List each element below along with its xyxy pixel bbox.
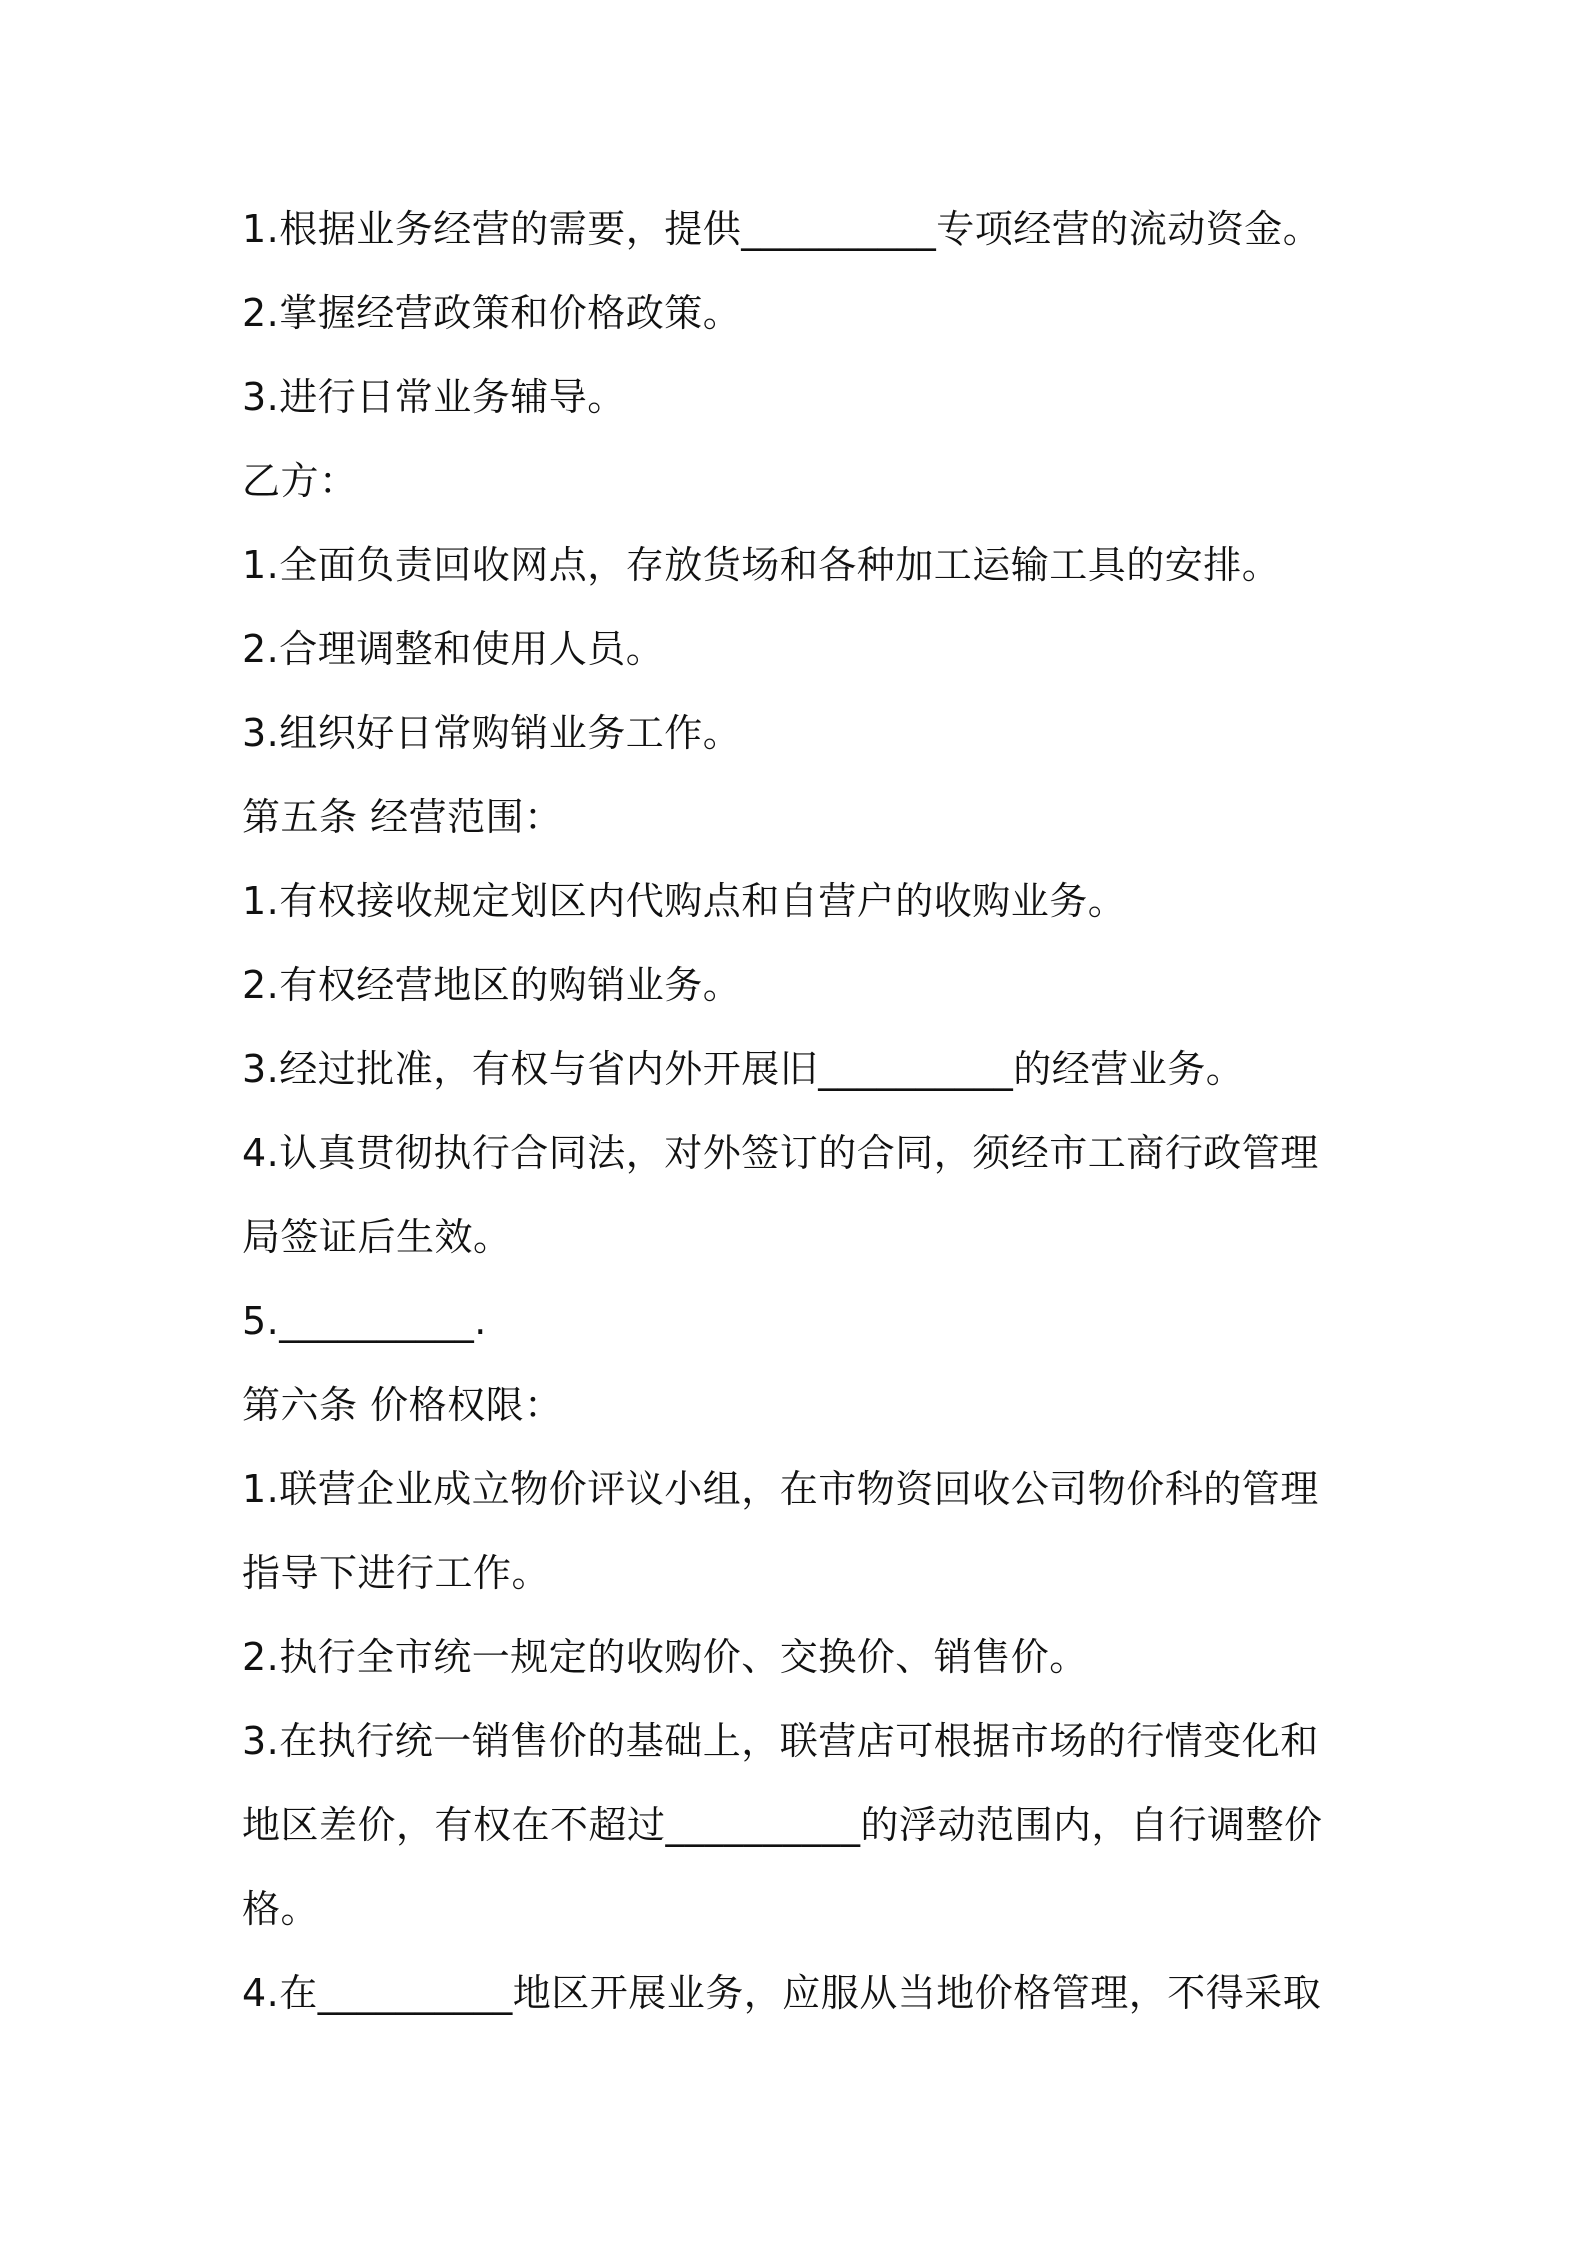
text-line: 5.__________. [242,1299,487,1343]
text-line: 4.认真贯彻执行合同法，对外签订的合同，须经市工商行政管理 [242,1131,1319,1175]
text-line: 1.联营企业成立物价评议小组，在市物资回收公司物价科的管理 [242,1467,1319,1511]
section-heading: 第六条 价格权限： [242,1383,563,1427]
section-heading: 乙方： [242,459,358,503]
text-line: 3.在执行统一销售价的基础上，联营店可根据市场的行情变化和 [242,1719,1319,1763]
text-line: 1.全面负责回收网点，存放货场和各种加工运输工具的安排。 [242,543,1281,587]
text-line: 2.执行全市统一规定的收购价、交换价、销售价。 [242,1635,1088,1679]
text-line: 局签证后生效。 [242,1215,512,1259]
text-line: 指导下进行工作。 [242,1551,551,1595]
text-line: 2.掌握经营政策和价格政策。 [242,291,742,335]
text-line: 4.在__________地区开展业务，应服从当地价格管理，不得采取 [242,1971,1322,2015]
text-line: 3.经过批准，有权与省内外开展旧__________的经营业务。 [242,1047,1245,1091]
text-line: 3.进行日常业务辅导。 [242,375,626,419]
text-line: 1.有权接收规定划区内代购点和自营户的收购业务。 [242,879,1127,923]
section-heading: 第五条 经营范围： [242,795,563,839]
text-line: 2.有权经营地区的购销业务。 [242,963,742,1007]
text-line: 3.组织好日常购销业务工作。 [242,711,742,755]
text-line: 格。 [242,1887,320,1931]
text-line: 2.合理调整和使用人员。 [242,627,665,671]
text-line: 地区差价，有权在不超过__________的浮动范围内，自行调整价 [242,1803,1323,1847]
text-line: 1.根据业务经营的需要，提供__________专项经营的流动资金。 [242,207,1322,251]
